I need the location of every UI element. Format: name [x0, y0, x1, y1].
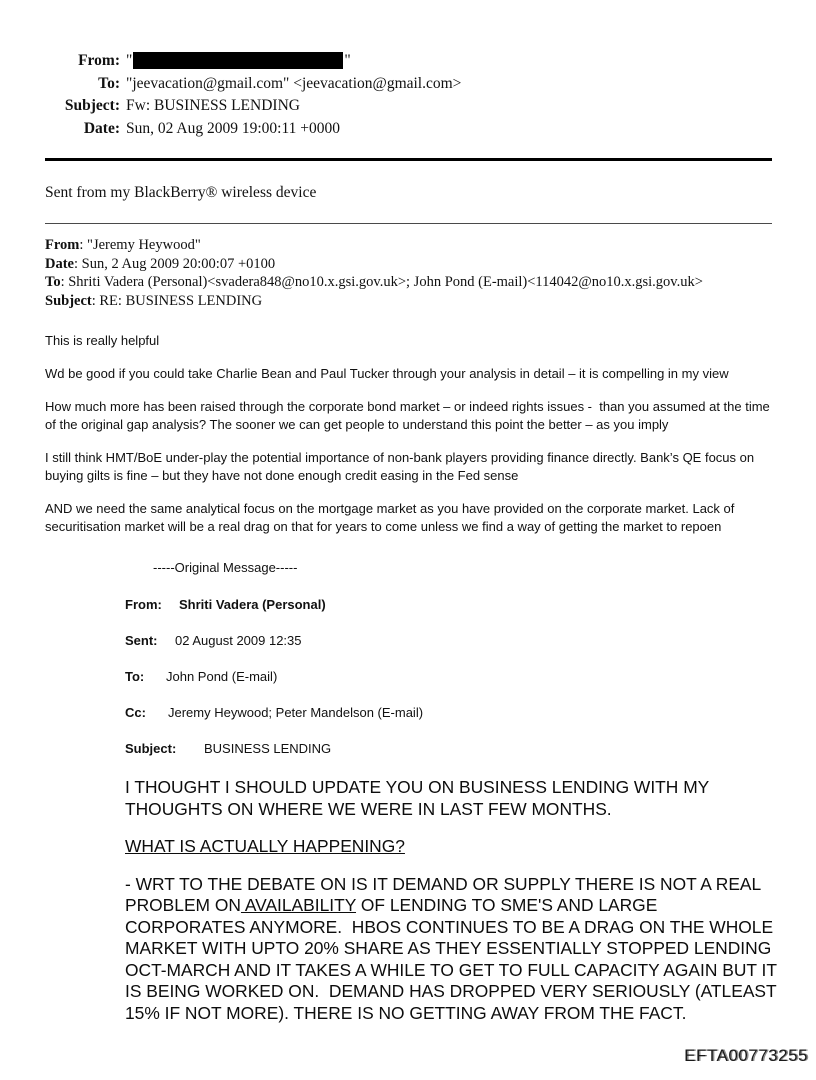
- outer-email-header: [45, 50, 772, 140]
- open-quote: ": [126, 52, 133, 69]
- cc-label: Cc:: [125, 705, 146, 720]
- inner-subject-line: [45, 292, 772, 311]
- subject-label: Subject:: [125, 741, 177, 756]
- from-label: From:: [125, 597, 162, 612]
- to-label: To:: [98, 74, 120, 92]
- thick-divider: [45, 158, 772, 161]
- to-value: John Pond (E-mail): [166, 669, 278, 684]
- to-label: To: [45, 274, 61, 290]
- date-label: Date: [45, 255, 74, 272]
- subject-value: Fw: BUSINESS LENDING: [126, 97, 300, 114]
- blackberry-signature: Sent from my BlackBerry® wireless device: [45, 184, 317, 201]
- inner-to-line: [45, 273, 772, 292]
- original-message-divider: -----Original Message-----: [153, 560, 298, 575]
- body-paragraph: I still think HMT/BoE under-play the potential importance of non-bank players providing finance directly. Bank’s QE focus on buying gilts is fine – but they have not done enough credit easing in the Fed sense: [45, 450, 758, 483]
- close-quote: ": [344, 52, 351, 69]
- paragraph-text: OF LENDING TO SME'S AND LARGE CORPORATES ANYMORE. HBOS CONTINUES TO BE A DRAG ON THE WHOLE MARKET WITH UPTO 20% SHARE AS THEY ESSENTIALLY STOPPED LENDING OCT-MARCH AND IT TAKES A WHILE TO GET TO FULL CAPACITY AGAIN BUT IT IS BEING WORKED ON. DEMAND HAS DROPPED VERY SERIOUSLY (ATLEAST 15% IF NOT MORE). THERE IS NO GETTING AWAY FROM THE FACT.: [125, 895, 782, 1023]
- to-value: : Shriti Vadera (Personal)<svadera848@no10.x.gsi.gov.uk>; John Pond (E-mail)<114042@no10.x.gsi.gov.uk>: [60, 274, 703, 290]
- date-value: : Sun, 2 Aug 2009 20:00:07 +0100: [74, 255, 276, 272]
- date-value: Sun, 02 Aug 2009 19:00:11 +0000: [126, 119, 340, 137]
- section-heading: WHAT IS ACTUALLY HAPPENING?: [125, 836, 405, 856]
- from-value: Shriti Vadera (Personal): [179, 597, 326, 612]
- to-value: "jeevacation@gmail.com" <jeevacation@gmail.com>: [126, 74, 462, 92]
- original-message-sent: [125, 633, 772, 648]
- date-label: Date:: [83, 119, 120, 137]
- original-message-to: [125, 669, 772, 684]
- subject-value: BUSINESS LENDING: [204, 741, 332, 756]
- subject-value: : RE: BUSINESS LENDING: [91, 292, 263, 309]
- body-paragraph: How much more has been raised through the corporate bond market – or indeed rights issues - than you assumed at the time of the original gap analysis? The sooner we can get people to understand this point the better – as you imply: [45, 399, 774, 432]
- original-message-from: [125, 597, 772, 612]
- original-message-cc: [125, 705, 772, 720]
- original-message-header: [125, 560, 772, 756]
- body-paragraph: AND we need the same analytical focus on the mortgage market as you have provided on the corporate market. Lack of securitisation market will be a real drag on that for years to come unless we find a way of getting the market to repoen: [45, 501, 738, 534]
- from-label: From: [45, 237, 80, 253]
- message-intro: I THOUGHT I SHOULD UPDATE YOU ON BUSINESS LENDING WITH MY THOUGHTS ON WHERE WE WERE IN LAST FEW MONTHS.: [125, 777, 714, 819]
- cc-value: Jeremy Heywood; Peter Mandelson (E-mail): [168, 705, 424, 720]
- underlined-word: AVAILABILITY: [240, 895, 357, 915]
- from-value: [126, 50, 772, 73]
- inner-date-line: [45, 255, 772, 274]
- to-label: To:: [125, 669, 145, 684]
- original-message-subject: [125, 741, 772, 756]
- sent-label: Sent:: [125, 633, 158, 648]
- inner-email-header: [45, 236, 772, 310]
- from-label: From:: [78, 52, 120, 69]
- bates-stamp: EFTA00773255: [684, 1046, 808, 1065]
- sent-value: 02 August 2009 12:35: [175, 633, 302, 648]
- redaction-bar: [133, 52, 343, 69]
- inner-from-line: [45, 236, 772, 255]
- from-value: : "Jeremy Heywood": [79, 237, 201, 253]
- paragraph-text: - WRT TO THE DEBATE ON IS IT DEMAND OR SUPPLY THERE IS NOT A REAL PROBLEM ON: [125, 873, 766, 915]
- subject-label: Subject: [45, 292, 92, 309]
- message-paragraph: [125, 873, 782, 1025]
- body-paragraph: This is really helpful: [45, 333, 160, 348]
- original-message-body: [125, 777, 782, 1024]
- reply-body: [45, 332, 772, 536]
- subject-label: Subject:: [64, 97, 120, 114]
- thin-divider: [45, 223, 772, 224]
- body-paragraph: Wd be good if you could take Charlie Bean and Paul Tucker through your analysis in detail – it is compelling in my view: [45, 366, 729, 381]
